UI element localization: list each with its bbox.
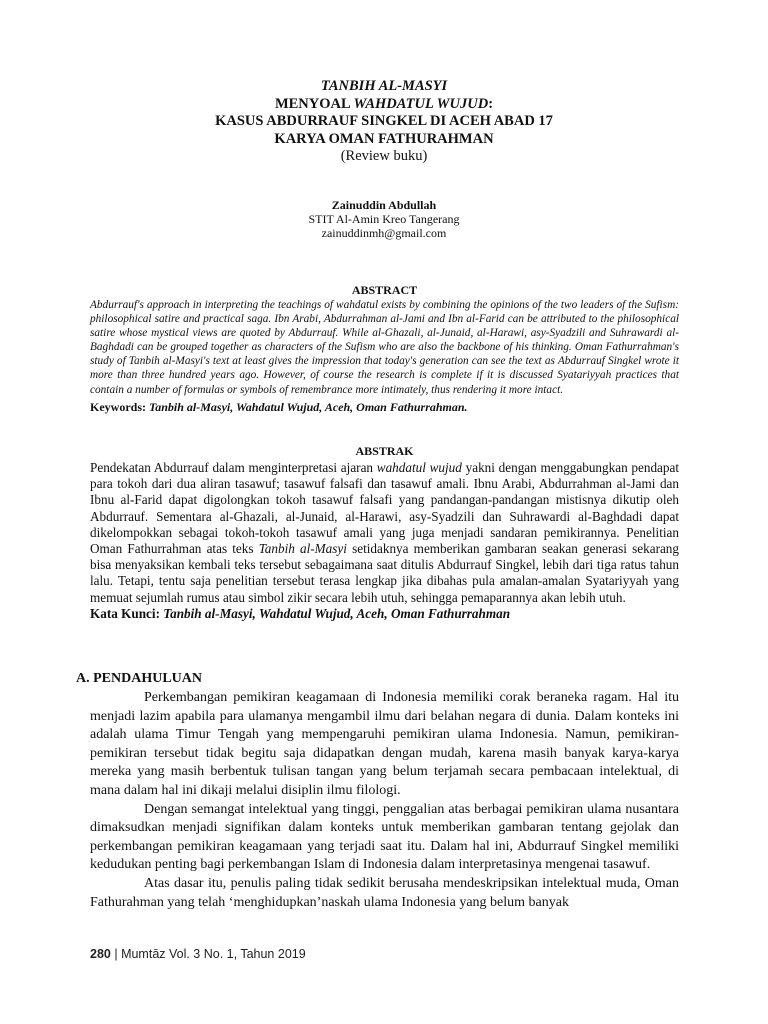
- page-number: 280: [90, 947, 111, 961]
- title-block: [0, 78, 768, 166]
- journal-citation: Mumtāz Vol. 3 No. 1, Tahun 2019: [121, 947, 306, 961]
- section-heading: A. PENDAHULUAN: [76, 671, 202, 686]
- author-affiliation: STIT Al-Amin Kreo Tangerang: [308, 212, 460, 226]
- author-email: zainuddinmh@gmail.com: [321, 226, 447, 240]
- title-line-3: KASUS ABDURRAUF SINGKEL DI ACEH ABAD 17: [215, 113, 553, 129]
- abstrak-text-c: setidaknya memberikan gambaran seakan generasi sekarang bisa menyaksikan kembali teks tersebut sebagaimana saat ditulis Abdurrauf Singkel, lebih dari tiga ratus tahun lalu. Tetapi, tentu saja penelitian tersebut terasa lengkap jika dibahas pula amalan-amalan Syatariyyah yang memuat sejumlah rumus atau simbol zikir secara lebih utuh, sehingga pemaparannya akan lebih utuh.: [90, 541, 679, 605]
- title-prefix: MENYOAL: [274, 95, 354, 112]
- paragraph-2: Dengan semangat intelektual yang tinggi, penggalian atas berbagai pemikiran ulama nusantara dimaksudkan menjadi signifikan dalam konteks untuk memberikan gambaran tentang gejolak dan perkembangan pemikiran keagamaan yang terjadi saat itu. Dalam hal ini, Abdurrauf Singkel memiliki kedudukan penting bagi perkembangan Islam di Indonesia dalam interpretasinya mengenai tasawuf.: [90, 801, 679, 873]
- abstract-section: [90, 283, 679, 415]
- keywords-value: Tanbih al-Masyi, Wahdatul Wujud, Aceh, Oman Fathurrahman.: [149, 399, 468, 414]
- title-line-2: [0, 96, 768, 114]
- title-line-4: KARYA OMAN FATHURAHMAN: [274, 130, 494, 147]
- abstrak-heading: ABSTRAK: [355, 444, 414, 458]
- keywords-label: Keywords:: [90, 399, 149, 414]
- paragraph-3: Atas dasar itu, penulis paling tidak sedikit berusaha mendeskripsikan intelektual muda, Oman Fathurahman yang telah ‘menghidupkan’naskah ulama Indonesia yang belum banyak: [90, 875, 679, 910]
- title-italic-term: WAHDATUL WUJUD: [353, 95, 489, 112]
- abstract-body: Abdurrauf's approach in interpreting the teachings of wahdatul exists by combining the opinions of the two leaders of the Sufism: philosophical satire and practical saga. Ibn Arabi, Abdurrahman al-Jami and Ibn al-Farid can be attributed to the philosophical satire whose mystical views are quoted by Abdurrauf. While al-Ghazali, al-Junaid, al-Harawi, asy-Syadzili and Suhrawardi al-Baghdadi can be grouped together as characters of the Sufism who are also the backbone of his thinking. Oman Fathurrahman's study of Tanbih al-Masyi's text at least gives the impression that today's generation can see the text as Abdurrauf Singkel wrote it more than three hundred years ago. However, of course the research is complete if it is discussed Syatariyyah practices that contain a number of formulas or symbols of remembrance more intimately, thus rendering it more intact.: [90, 299, 679, 396]
- title-colon: :: [488, 95, 494, 112]
- abstract-heading: ABSTRACT: [351, 283, 418, 297]
- abstrak-text-b: yakni dengan menggabungkan pendapat para tokoh dari dua aliran tasawuf; tasawuf falsafi dan tasawuf amali. Ibnu Arabi, Abdurrahman al-Jami dan Ibnu al-Farid dapat digolongkan tokoh tasawuf falsafi yang pandangan-pandangan mistisnya dikutip oleh Abdurrauf. Sementara al-Ghazali, al-Junaid, al-Harawi, asy-Syadzili dan Suhrawardi al-Baghdadi dapat dikelompokkan sebagai tokoh-tokoh tasawuf amali yang juga menjadi sandaran pemikirannya. Penelitian Oman Fathurrahman atas teks: [90, 460, 680, 557]
- kata-kunci-value: Tanbih al-Masyi, Wahdatul Wujud, Aceh, Oman Fathurrahman: [163, 605, 511, 621]
- page-footer: [90, 947, 306, 961]
- abstrak-text-a: Pendekatan Abdurrauf dalam menginterpretasi ajaran: [90, 460, 377, 475]
- author-block: [0, 198, 768, 240]
- abstract-keywords: [90, 400, 679, 415]
- abstrak-italic-a: wahdatul wujud: [376, 460, 462, 475]
- title-review-note: (Review buku): [340, 148, 428, 164]
- abstrak-body: [90, 460, 679, 606]
- abstrak-keywords: [90, 606, 679, 622]
- footer-separator: |: [110, 947, 122, 961]
- abstrak-italic-b: Tanbih al-Masyi: [258, 541, 347, 557]
- kata-kunci-label: Kata Kunci:: [90, 605, 164, 621]
- author-name: Zainuddin Abdullah: [331, 198, 437, 212]
- abstrak-section: [90, 444, 679, 622]
- paragraph-1: Perkembangan pemikiran keagamaan di Indonesia memiliki corak beraneka ragam. Hal itu menjadi lazim apabila para ulamanya mengambil ilmu dari belahan negara di dunia. Dalam konteks ini adalah ulama Timur Tengah yang mempengaruhi pemikiran ulama Indonesia. Namun, pemikiran-pemikiran tersebut tidak begitu saja didapatkan dengan mudah, karena masih banyak karya-karya mereka yang masih berbentuk tulisan tangan yang belum terjamah secara pembacaan intelektual, di mana dalam hal ini dikaji melalui disiplin ilmu filologi.: [90, 690, 679, 798]
- introduction-section: [76, 670, 679, 912]
- book-title: TANBIH AL-MASYI: [320, 78, 448, 94]
